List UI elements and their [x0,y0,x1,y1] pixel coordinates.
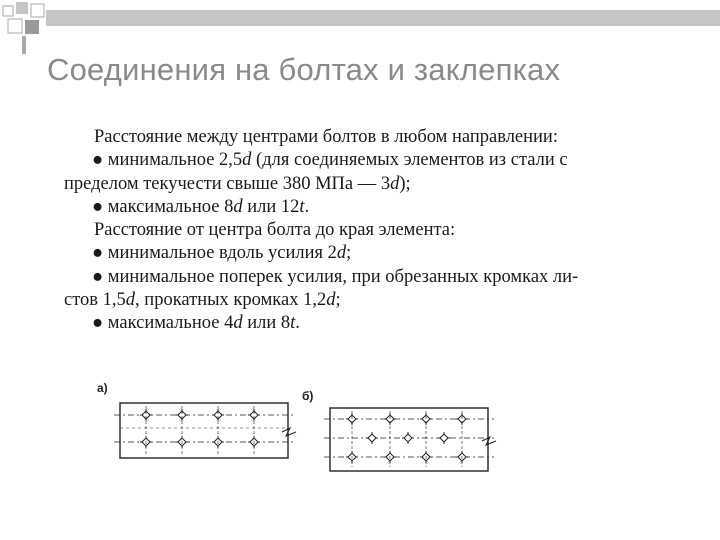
bullet-min-spacing-cont: пределом текучести свыше 380 МПа — 3d); [64,173,411,194]
bullet-max-edge: ● максимальное 4d или 8t. [92,313,300,334]
bullet-max-spacing: ● максимальное 8d или 12t. [92,196,310,217]
bullet-min-spacing: ● минимальное 2,5d (для соединяемых элементов из стали с [92,150,568,171]
bullet-min-across-cont: стов 1,5d, прокатных кромках 1,2d; [64,290,341,311]
header-decoration [0,0,720,60]
heading-edge-distance: Расстояние от центра болта до края элемента: [94,220,456,241]
body-text [64,126,694,336]
figure-a-diagram [110,398,300,468]
figure-b-diagram [322,403,502,475]
figure-a-label: а) [97,381,108,395]
heading-bolt-spacing: Расстояние между центрами болтов в любом направлении: [94,127,558,147]
figure-b-label: б) [302,389,314,403]
slide-title: Соединения на болтах и заклепках [47,52,561,87]
bullet-min-along: ● минимальное вдоль усилия 2d; [92,243,352,264]
bullet-min-across: ● минимальное поперек усилия, при обрезанных кромках ли- [92,266,579,287]
